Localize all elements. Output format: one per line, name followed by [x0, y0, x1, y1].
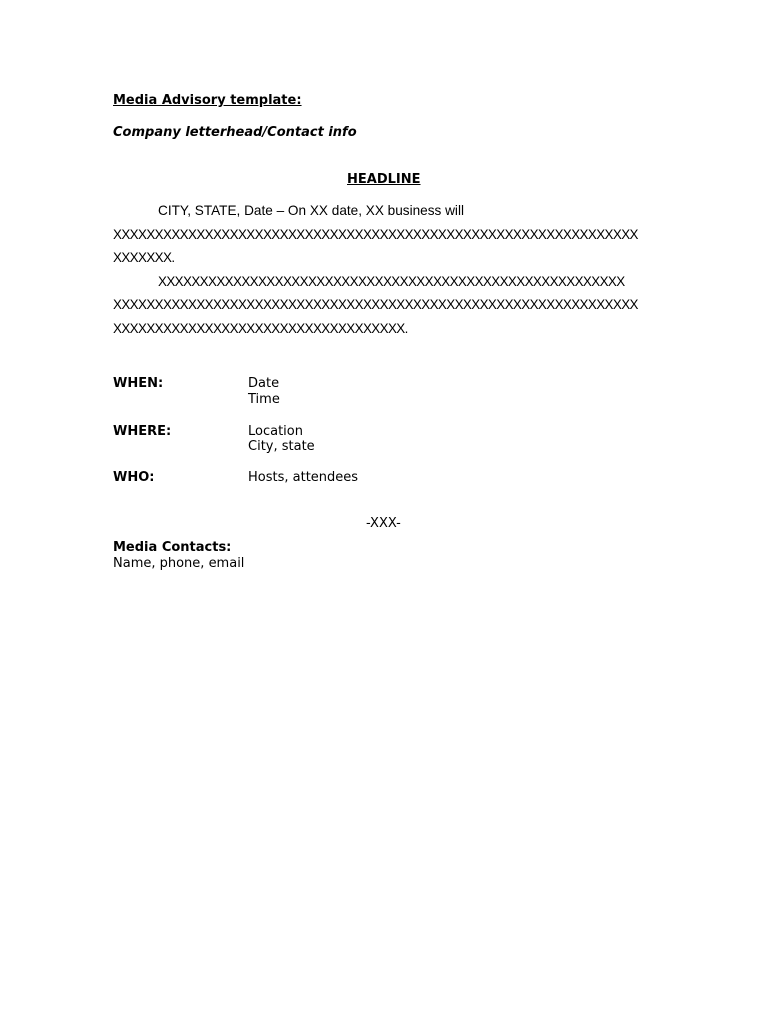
- media-contacts-value: Name, phone, email: [113, 556, 245, 571]
- document-title: Media Advisory template:: [113, 93, 302, 108]
- when-time: Time: [248, 392, 280, 407]
- who-value: Hosts, attendees: [248, 470, 359, 485]
- paragraph-2-line-1: XXXXXXXXXXXXXXXXXXXXXXXXXXXXXXXXXXXXXXXXXXXXXXXXXXXXXXXX: [158, 274, 625, 289]
- when-label: WHEN:: [113, 376, 164, 391]
- letterhead-placeholder: Company letterhead/Contact info: [113, 125, 357, 140]
- end-marker: -XXX-: [366, 516, 401, 531]
- when-date: Date: [248, 376, 280, 391]
- where-city-state: City, state: [248, 439, 315, 454]
- paragraph-1-line-3: XXXXXXX.: [113, 250, 175, 265]
- paragraph-1-line-2: XXXXXXXXXXXXXXXXXXXXXXXXXXXXXXXXXXXXXXXXXXXXXXXXXXXXXXXXXXXXXXX: [113, 227, 638, 242]
- headline: HEADLINE: [347, 172, 421, 187]
- who-label: WHO:: [113, 470, 155, 485]
- where-location: Location: [248, 424, 303, 439]
- paragraph-1-line-1: CITY, STATE, Date – On XX date, XX business will: [158, 203, 464, 218]
- media-contacts-label: Media Contacts:: [113, 540, 232, 555]
- paragraph-2-line-2: XXXXXXXXXXXXXXXXXXXXXXXXXXXXXXXXXXXXXXXXXXXXXXXXXXXXXXXXXXXXXXX: [113, 297, 638, 312]
- paragraph-2-line-3: XXXXXXXXXXXXXXXXXXXXXXXXXXXXXXXXXXX.: [113, 321, 408, 336]
- where-label: WHERE:: [113, 424, 172, 439]
